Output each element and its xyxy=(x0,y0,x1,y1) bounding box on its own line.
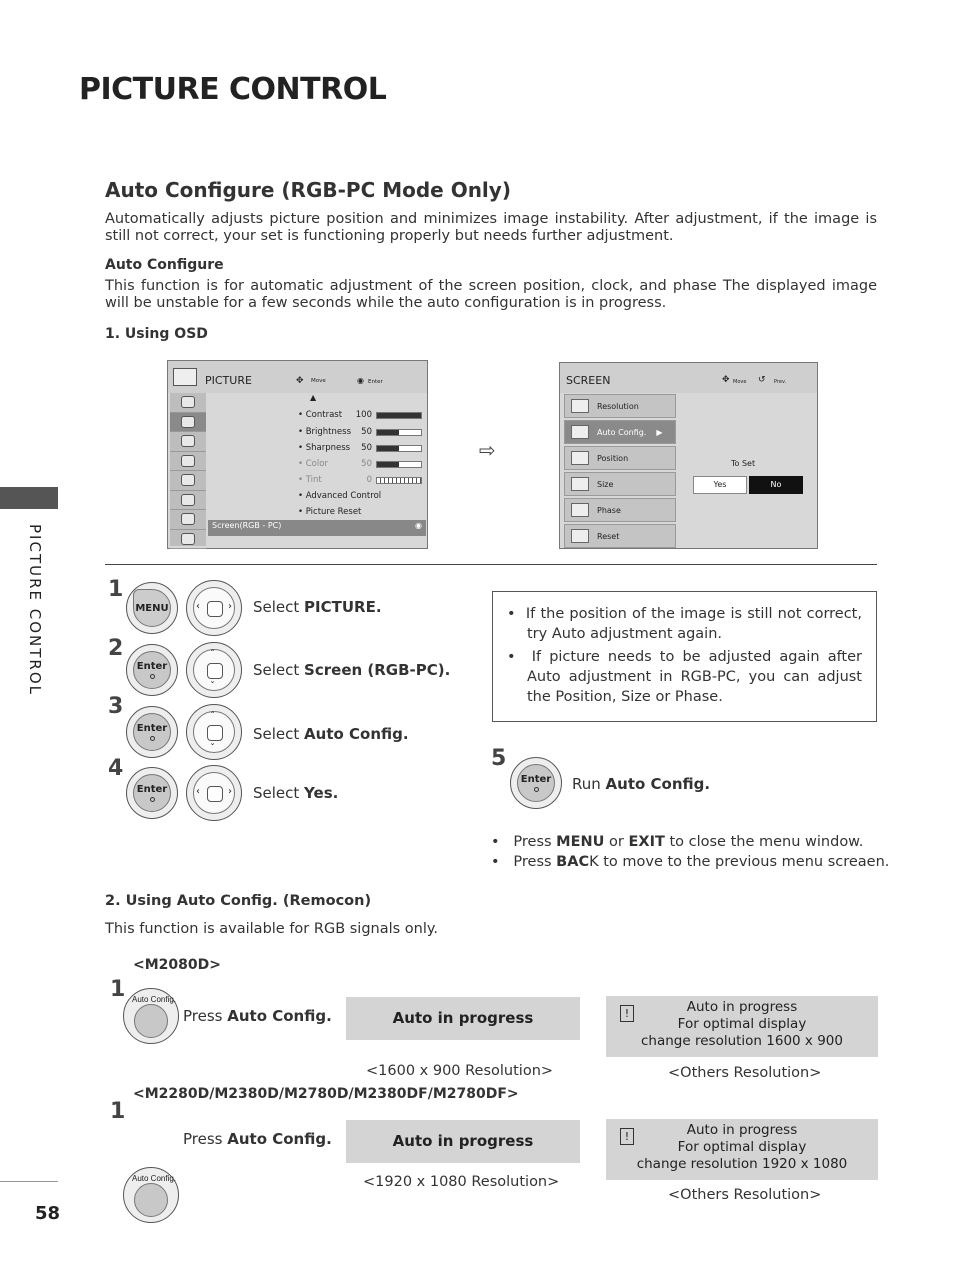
note-item: • If the position of the image is still not correct, try Auto adjustment again. xyxy=(507,606,862,642)
enter-button xyxy=(510,757,562,809)
message-box: ! Auto in progress For optimal display change resolution 1920 x 1080 xyxy=(606,1119,878,1180)
section-heading: Auto Configure (RGB-PC Mode Only) xyxy=(105,178,511,202)
enter-icon: ◉ xyxy=(357,376,364,385)
menu-item-screen xyxy=(208,520,426,536)
enter-key: Enter xyxy=(136,723,168,734)
move-label: Move xyxy=(733,379,747,385)
screen-label: Screen(RGB - PC) xyxy=(212,521,282,530)
osd-screen-header xyxy=(560,363,817,393)
step-label: Select Yes. xyxy=(253,784,339,802)
size-icon xyxy=(571,477,589,491)
auto-config-button: Auto Config. xyxy=(123,1167,179,1223)
enter-button xyxy=(126,644,178,696)
move-icon: ✥ xyxy=(296,376,304,386)
screen-item-resolution: Resolution xyxy=(564,394,676,418)
tv-icon xyxy=(173,368,197,386)
move-label: Move xyxy=(311,378,326,384)
enter-button xyxy=(126,706,178,758)
auto-config-button: Auto Config. xyxy=(123,988,179,1044)
lock-icon xyxy=(170,491,206,511)
tint-value: 0 xyxy=(366,475,372,485)
osd-icon-column xyxy=(170,393,206,546)
color-value: 50 xyxy=(361,459,372,469)
step-number: 1 xyxy=(110,1099,126,1124)
progress-box: Auto in progress xyxy=(346,1120,580,1163)
step-label: Run Auto Config. xyxy=(572,775,711,793)
bullet-back: • Press BACK to move to the previous menu screaen. xyxy=(491,854,890,870)
step-number: 1 xyxy=(108,577,124,602)
nav-pad-lr: ‹ › xyxy=(186,765,242,821)
auto-config-icon xyxy=(571,425,589,439)
resolution-caption: <1920 x 1080 Resolution> xyxy=(363,1174,560,1190)
enter-key: Enter xyxy=(136,784,168,795)
menu-icon xyxy=(170,393,206,413)
contrast-value: 100 xyxy=(355,410,372,420)
enter-dot-icon: ◉ xyxy=(415,521,422,530)
others-caption: <Others Resolution> xyxy=(668,1065,822,1081)
sub-paragraph: This function is for automatic adjustment of the screen position, clock, and phase The displayed image will be unstable for a few seconds while the auto configuration is in progress. xyxy=(105,278,877,311)
osd-header xyxy=(168,361,427,393)
arrow-right-icon: ⇨ xyxy=(479,438,496,462)
message-box: ! Auto in progress For optimal display change resolution 1600 x 900 xyxy=(606,996,878,1057)
warning-icon: ! xyxy=(620,1005,634,1022)
others-caption: <Others Resolution> xyxy=(668,1187,822,1203)
input-icon xyxy=(170,510,206,530)
model-heading: <M2280D/M2380D/M2780D/M2380DF/M2780DF> xyxy=(133,1086,519,1102)
press-label: Press Auto Config. xyxy=(183,1007,332,1025)
remocon-note: This function is available for RGB signals only. xyxy=(105,921,439,937)
screen-item-reset: Reset xyxy=(564,524,676,548)
osd-picture-menu xyxy=(167,360,428,549)
model-heading: <M2080D> xyxy=(133,957,221,973)
bullet-close-menu: • Press MENU or EXIT to close the menu window. xyxy=(491,834,864,850)
menu-key: MENU xyxy=(133,589,171,627)
phase-icon xyxy=(571,503,589,517)
note-item: • If picture needs to be adjusted again after Auto adjustment in RGB-PC, you can adjust the Position, Size or Phase. xyxy=(507,649,862,705)
prev-label: Prev. xyxy=(774,379,787,385)
color-bar xyxy=(376,461,422,468)
progress-box: Auto in progress xyxy=(346,997,580,1040)
enter-key: Enter xyxy=(136,661,168,672)
resolution-icon xyxy=(571,399,589,413)
section-divider xyxy=(105,564,877,565)
note-box xyxy=(492,591,877,722)
screen-item-phase: Phase xyxy=(564,498,676,522)
brightness-bar xyxy=(376,429,422,436)
menu-item-brightness: • Brightness xyxy=(298,427,351,437)
menu-item-tint: • Tint xyxy=(298,475,322,485)
menu-item-color: • Color xyxy=(298,459,328,469)
press-label: Press Auto Config. xyxy=(183,1130,332,1148)
reset-icon xyxy=(571,529,589,543)
enter-button xyxy=(126,767,178,819)
menu-button xyxy=(126,582,178,634)
screen-item-position: Position xyxy=(564,446,676,470)
menu-item-advanced: • Advanced Control xyxy=(298,491,382,501)
back-icon: ↺ xyxy=(758,375,766,385)
page-title: PICTURE CONTROL xyxy=(79,72,387,107)
screen-item-size: Size xyxy=(564,472,676,496)
sidebar-tab xyxy=(0,487,58,509)
screen-item-auto-config: Auto Config. ▶ xyxy=(564,420,676,444)
nav-pad-ud: ˆ ˇ xyxy=(186,704,242,760)
menu-item-reset: • Picture Reset xyxy=(298,507,362,517)
intro-paragraph: Automatically adjusts picture position and minimizes image instability. After adjustment, if the image is still not correct, your set is functioning properly but needs further adjustment. xyxy=(105,211,877,244)
step-label: Select Screen (RGB-PC). xyxy=(253,661,451,679)
option-icon xyxy=(170,471,206,491)
play-icon: ▶ xyxy=(656,427,663,437)
sharpness-bar xyxy=(376,445,422,452)
no-button: No xyxy=(749,476,803,494)
to-set-label: To Set xyxy=(731,459,756,468)
yes-button: Yes xyxy=(693,476,747,494)
step-label: Select PICTURE. xyxy=(253,598,382,616)
contrast-bar xyxy=(376,412,422,419)
osd-title: PICTURE xyxy=(205,374,252,387)
step-number: 2 xyxy=(108,636,124,661)
move-icon: ✥ xyxy=(722,375,730,385)
step-label: Select Auto Config. xyxy=(253,725,409,743)
media-icon xyxy=(170,530,206,550)
step-number: 4 xyxy=(108,756,124,781)
position-icon xyxy=(571,451,589,465)
step-number: 5 xyxy=(491,746,507,771)
menu-item-contrast: • Contrast xyxy=(298,410,343,420)
page-divider xyxy=(0,1181,58,1182)
picture-icon xyxy=(170,413,206,433)
page-number: 58 xyxy=(35,1203,61,1224)
using-osd-heading: 1. Using OSD xyxy=(105,326,208,342)
remocon-heading: 2. Using Auto Config. (Remocon) xyxy=(105,893,372,909)
warning-icon: ! xyxy=(620,1128,634,1145)
resolution-caption: <1600 x 900 Resolution> xyxy=(366,1063,554,1079)
osd-screen-menu xyxy=(559,362,818,549)
sidebar-label: PICTURE CONTROL xyxy=(26,524,44,697)
nav-pad-lr: ‹ › xyxy=(186,580,242,636)
step-number: 1 xyxy=(110,977,126,1002)
tint-bar xyxy=(376,477,422,484)
nav-pad-ud: ˆ ˇ xyxy=(186,642,242,698)
time-icon xyxy=(170,452,206,472)
sharpness-value: 50 xyxy=(361,443,372,453)
scroll-up-icon: ▲ xyxy=(310,393,317,402)
osd-screen-title: SCREEN xyxy=(566,374,611,387)
menu-item-sharpness: • Sharpness xyxy=(298,443,351,453)
brightness-value: 50 xyxy=(361,427,372,437)
step-number: 3 xyxy=(108,694,124,719)
enter-key: Enter xyxy=(520,774,552,785)
sub-heading: Auto Configure xyxy=(105,257,224,273)
enter-label: Enter xyxy=(368,379,383,385)
audio-icon xyxy=(170,432,206,452)
